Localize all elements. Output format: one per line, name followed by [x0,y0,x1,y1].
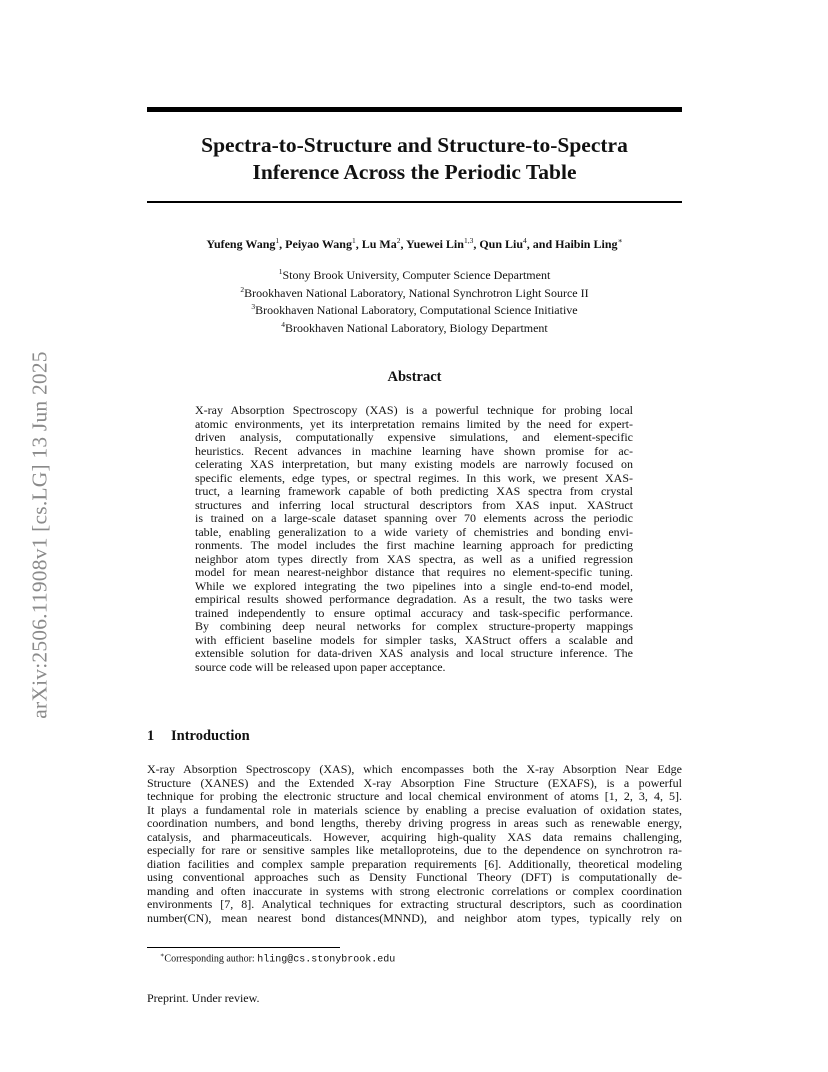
abstract-line: source code will be released upon paper acceptance. [195,659,446,674]
author-separator: , [355,237,362,251]
abstract-line: extensible solution for data-driven XAS analysis and local structure inference. The [195,646,633,660]
paper-title [147,132,682,186]
abstract-line: table, enabling generalization to a wide variety of chemistries and bonding envi- [195,524,633,539]
abstract-line: is trained on a large-scale dataset spanning over 70 elements across the periodic [195,511,633,525]
abstract-line: with efficient baseline models for simpler tasks, XAStruct offers a scalable and [195,632,633,647]
title-line: Inference Across the Periodic Table [252,160,577,184]
author-name: Haibin Ling [555,237,618,251]
abstract-line: structures and inferring local structural descriptors from XAS input. XAStruct [195,497,633,512]
preprint-note: Preprint. Under review. [147,991,260,1005]
affiliation-mark: 4 [281,320,285,330]
affiliation [147,318,682,336]
abstract-heading: Abstract [387,369,442,385]
abstract-line: truct, a learning framework capable of both predicting XAS spectra from crystal [195,484,633,498]
intro-line: It plays a fundamental role in materials science by enabling a precise evaluation of oxidation states, [147,802,682,817]
affiliation-mark: 1 [278,267,283,276]
author-name: Qun Liu [479,237,524,251]
footnote-rule [147,947,340,948]
affiliation-mark: 2 [240,284,245,294]
intro-line: Structure (XANES) and the Extended X-ray Absorption Fine Structure (EXAFS), is a powerful [147,775,682,790]
affiliation-text: Brookhaven National Laboratory, National Synchrotron Light Source II [244,285,589,300]
abstract-line: neighbor atom types directly from XAS spectra, as well as a unified regression [195,551,633,566]
footnote-mark: ∗ [160,952,165,959]
author-name: Peiyao Wang [285,237,352,251]
corresponding-email: hling@cs.stonybrook.edu [257,954,396,966]
abstract-line: By combining deep neural networks for complex structure-property mappings [195,619,633,633]
affiliation-text: Brookhaven National Laboratory, Biology Department [284,321,548,336]
intro-line: number(CN), mean nearest bond distances(MNND), and neighbor atom types, typically rely on [147,910,682,925]
affiliation-text: Brookhaven National Laboratory, Computational Science Initiative [255,303,578,318]
affiliation-mark: 3 [251,302,256,312]
intro-line: environments [7, 8]. Analytical techniques for extracting structural descriptors, such as coordination [147,897,682,911]
abstract-line: atomic environments, yet its interpretation remains limited by the need for expert- [195,416,633,431]
title-bottom-rule [147,201,682,203]
author-affiliation-mark: 1,3 [463,236,474,245]
author-separator: , [279,237,286,251]
title-line: Spectra-to-Structure and Structure-to-Spectra [201,133,628,157]
abstract-body [195,404,633,674]
author-affiliation-mark: 1 [275,236,280,245]
abstract-line: ronments. The model includes the first machine learning approach for predicting [195,538,633,552]
intro-line: diation facilities and complex sample preparation requirements [6]. Additionally, theoretical modeling [147,856,682,871]
introduction-body [147,763,682,925]
abstract-line: celerating XAS interpretation, but many existing models are narrowly focused on [195,457,633,471]
abstract-line: While we explored integrating the two pipelines into a single end-to-end model, [195,578,633,593]
abstract-line: heuristics. Recent advances in machine learning have shown promise for ac- [195,443,633,458]
section-title: Introduction [171,728,250,744]
author-separator: , [400,237,407,251]
abstract-line: driven analysis, computationally expensive simulations, and element-specific [195,430,633,444]
section-heading-introduction [147,728,250,745]
footnote-label: Corresponding author: [164,953,258,965]
affiliation [147,265,682,283]
intro-line: coordination numbers, and bond lengths, thereby driving progress in areas such as renewable energy, [147,816,682,830]
abstract-line: specific elements, edge types, or spectral regimes. In this work, we present XAS- [195,470,633,485]
author-affiliation-mark: 2 [396,236,401,245]
abstract-line: empirical results showed performance degradation. As a result, the two tasks were [195,592,633,606]
abstract-line: X-ray Absorption Spectroscopy (XAS) is a powerful technique for probing local [195,403,633,417]
section-number: 1 [147,728,155,744]
intro-line: using conventional approaches such as Density Functional Theory (DFT) is computationally de- [147,870,682,884]
abstract-line: trained independently to ensure optimal accuracy and task-specific performance. [195,605,633,620]
author-name: Yuewei Lin [406,237,464,251]
arxiv-sidebar-stamp [20,300,60,770]
intro-line: especially for rare or sensitive samples like metalloproteins, due to the dependence on synchrotron ra- [147,843,682,857]
intro-line: manding and often inaccurate in systems with strong electronic correlations or complex coordination [147,883,682,898]
author-list [147,236,682,252]
abstract-line: model for mean nearest-neighbor distance that requires no element-specific tuning. [195,565,633,579]
intro-line: technique for probing the electronic structure and local chemical environment of atoms [1, 2, 3, 4, 5]. [147,789,682,803]
author-separator: , and [526,237,556,251]
author-name: Lu Ma [361,237,397,251]
affiliation-text: Stony Brook University, Computer Science Department [282,268,551,282]
author-affiliation-mark: 1 [351,236,356,245]
affiliation [147,283,682,301]
author-separator: , [473,237,480,251]
arxiv-identifier: arXiv:2506.11908v1 [cs.LG] 13 Jun 2025 [27,351,52,719]
title-top-rule [147,107,682,112]
author-affiliation-mark: 4 [523,236,527,245]
intro-line: catalysis, and pharmaceuticals. However, acquiring high-quality XAS data remains challenging, [147,829,682,844]
author-name: Yufeng Wang [206,237,276,251]
affiliation [147,300,682,318]
corresponding-author-mark: ∗ [617,236,623,245]
corresponding-author-footnote [160,951,395,965]
intro-line: X-ray Absorption Spectroscopy (XAS), which encompasses both the X-ray Absorption Near Edge [147,762,682,776]
affiliation-list [147,265,682,336]
